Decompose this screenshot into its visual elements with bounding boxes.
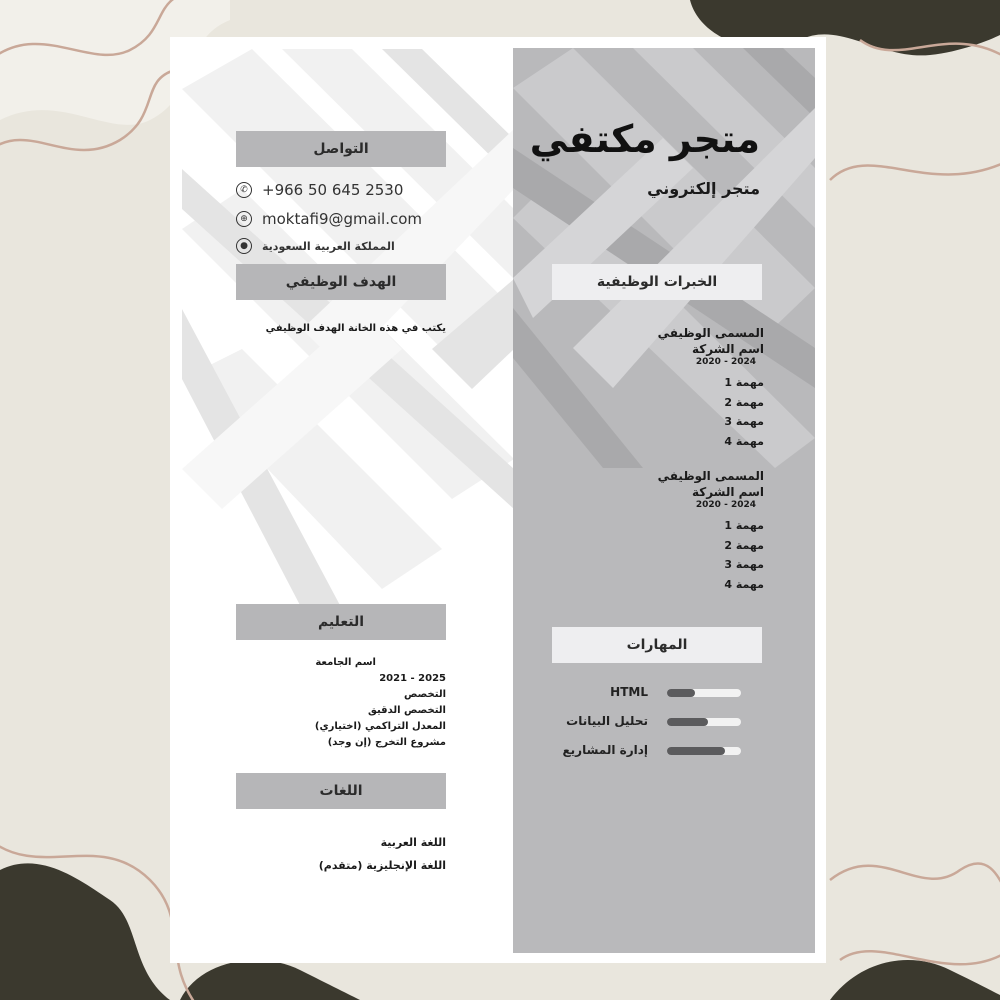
contact-header: التواصل xyxy=(236,131,446,167)
objective-header: الهدف الوظيفي xyxy=(236,264,446,300)
job-company: اسم الشركة xyxy=(691,342,764,356)
languages-list xyxy=(319,831,446,877)
education-university: اسم الجامعة xyxy=(315,657,376,668)
skill-row xyxy=(528,743,648,757)
job-dates: 2020 - 2024 xyxy=(695,357,756,367)
profile-title: متجر إلكتروني xyxy=(647,179,760,198)
contact-location-row xyxy=(236,238,395,254)
job-task: مهمة 3 xyxy=(724,415,764,428)
skills-header: المهارات xyxy=(552,627,762,663)
resume-sheet xyxy=(170,37,826,963)
location-pin-icon: ● xyxy=(236,238,252,254)
skill-label: إدارة المشاريع xyxy=(562,743,648,757)
languages-header: اللغات xyxy=(236,773,446,809)
education-project: مشروع التخرج (إن وجد) xyxy=(327,737,446,748)
job-task: مهمة 3 xyxy=(724,558,764,571)
skill-bar-fill xyxy=(667,718,708,726)
skill-row xyxy=(528,685,648,699)
objective-text: يكتب في هذه الخانة الهدف الوظيفي xyxy=(265,323,446,334)
job-task: مهمة 1 xyxy=(724,376,764,389)
education-dates: 2021 - 2025 xyxy=(379,673,446,684)
skill-label: HTML xyxy=(610,685,648,699)
skill-bar xyxy=(667,747,741,755)
job-task: مهمة 4 xyxy=(724,434,764,448)
language-item: اللغة العربية xyxy=(380,836,446,849)
skill-bar-fill xyxy=(667,747,725,755)
skill-row xyxy=(528,714,648,728)
job-dates: 2020 - 2024 xyxy=(695,500,756,510)
contact-email[interactable]: moktafi9@gmail.com xyxy=(262,210,423,228)
profile-name: متجر مكتفي xyxy=(529,117,760,161)
job-task: مهمة 2 xyxy=(724,395,764,409)
skill-bar xyxy=(667,689,741,697)
phone-icon: ✆ xyxy=(236,182,252,198)
contact-phone[interactable]: +966 50 645 2530 xyxy=(262,181,404,199)
job-company: اسم الشركة xyxy=(691,485,764,499)
experience-header: الخبرات الوظيفية xyxy=(552,264,762,300)
education-block xyxy=(315,655,446,751)
skill-label: تحليل البيانات xyxy=(566,714,648,728)
contact-location: المملكة العربية السعودية xyxy=(262,239,395,253)
language-item: اللغة الإنجليزية (متقدم) xyxy=(318,859,446,872)
skill-bar-fill xyxy=(667,689,695,697)
globe-icon: ⊕ xyxy=(236,211,252,227)
job-title: المسمى الوظيفي xyxy=(657,469,764,483)
contact-phone-row xyxy=(236,181,403,199)
education-header: التعليم xyxy=(236,604,446,640)
job-task: مهمة 1 xyxy=(724,519,764,532)
education-specialization: التخصص الدقيق xyxy=(367,705,446,716)
job-entry xyxy=(658,468,764,594)
education-gpa: المعدل التراكمي (اختياري) xyxy=(314,721,446,732)
skill-bar xyxy=(667,718,741,726)
job-title: المسمى الوظيفي xyxy=(657,326,764,340)
job-entry xyxy=(658,325,764,451)
education-major: التخصص xyxy=(404,689,446,700)
job-task: مهمة 4 xyxy=(724,577,764,591)
contact-email-row xyxy=(236,210,422,228)
job-task: مهمة 2 xyxy=(724,538,764,552)
